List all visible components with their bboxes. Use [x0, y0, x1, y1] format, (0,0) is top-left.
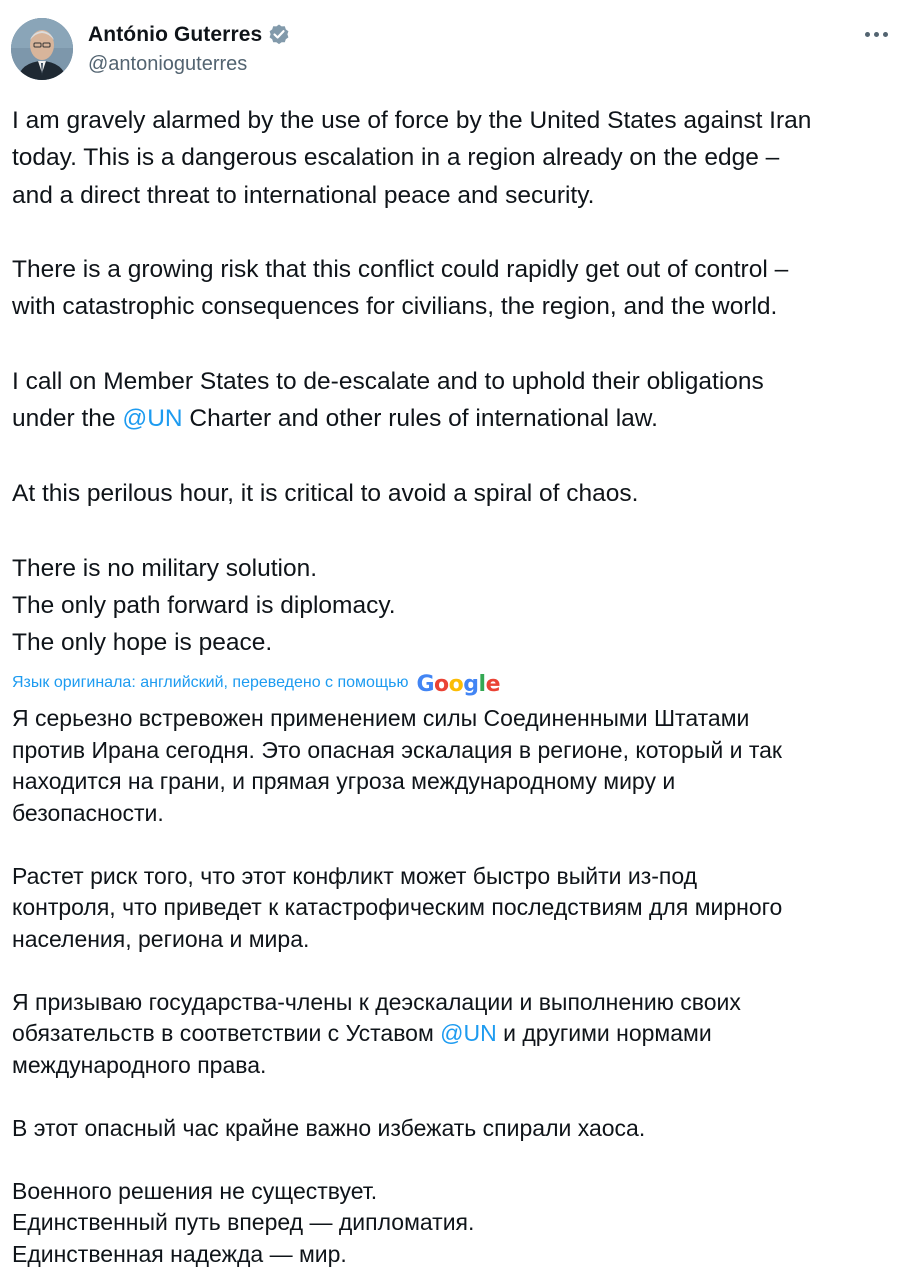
tweet-line: The only hope is peace.: [12, 629, 273, 657]
tweet-line: The only path forward is diplomacy.: [12, 591, 396, 619]
tweet-line: today. This is a dangerous escalation in a region already on the edge –: [12, 144, 780, 172]
tweet-header: [0, 0, 909, 100]
translated-line: безопасности.: [12, 799, 164, 826]
tweet-line: [12, 400, 897, 437]
tweet-line: I am gravely alarmed by the use of force by the United States against Iran: [12, 107, 812, 134]
translated-line: Растет риск того, что этот конфликт может быстро выйти из-под: [12, 862, 698, 889]
translated-line: Я серьезно встревожен применением силы Соединенными Штатами: [12, 705, 750, 731]
tweet-text-fragment: under the: [12, 405, 123, 433]
tweet-line: I call on Member States to de-escalate and to uphold their obligations: [12, 368, 764, 396]
translated-line: Единственная надежда — мир.: [12, 1240, 347, 1267]
translated-line: находится на грани, и прямая угроза международному миру и: [12, 768, 676, 794]
mention-link-un[interactable]: @UN: [440, 1020, 497, 1046]
author-name-row: [88, 20, 291, 50]
verified-badge-icon[interactable]: [267, 23, 291, 47]
translated-line: контроля, что приведет к катастрофическим последствиям для мирного: [12, 894, 783, 920]
tweet-line: and a direct threat to international peace and security.: [12, 181, 595, 209]
tweet-line: There is no military solution.: [12, 554, 318, 582]
translated-body: [12, 703, 897, 1270]
translation-label: Язык оригинала: английский, переведено с помощью: [12, 674, 409, 691]
tweet-line: with catastrophic consequences for civilians, the region, and the world.: [12, 293, 778, 321]
author-display-name[interactable]: António Guterres: [88, 23, 263, 46]
translated-line: В этот опасный час крайне важно избежать спирали хаоса.: [12, 1114, 646, 1141]
tweet-text-fragment: Charter and other rules of international law.: [182, 405, 658, 433]
translated-line: против Ирана сегодня. Это опасная эскалация в регионе, который и так: [12, 736, 782, 763]
avatar-photo-icon: [11, 18, 73, 80]
google-logo: Google: [416, 671, 500, 697]
translated-line: Военного решения не существует.: [12, 1177, 378, 1204]
translated-line: Я призываю государства-члены к деэскалации и выполнению своих: [12, 988, 741, 1015]
author-handle[interactable]: @antonioguterres: [88, 53, 248, 75]
translation-attribution[interactable]: [12, 668, 500, 698]
translated-line: [12, 1018, 897, 1050]
translated-line: населения, региона и мира.: [12, 925, 310, 952]
tweet-body: [12, 102, 897, 661]
translated-line: Единственный путь вперед — дипломатия.: [12, 1209, 475, 1235]
translated-text-fragment: и другими нормами: [496, 1020, 712, 1046]
tweet-line: At this perilous hour, it is critical to avoid a spiral of chaos.: [12, 479, 639, 507]
translated-line: международного права.: [12, 1051, 267, 1078]
more-options-icon[interactable]: [861, 22, 891, 46]
tweet-line: There is a growing risk that this conflict could rapidly get out of control –: [12, 256, 789, 284]
mention-link-un[interactable]: @UN: [122, 405, 183, 433]
avatar[interactable]: [11, 18, 73, 80]
translated-text-fragment: обязательств в соответствии с Уставом: [12, 1020, 441, 1046]
